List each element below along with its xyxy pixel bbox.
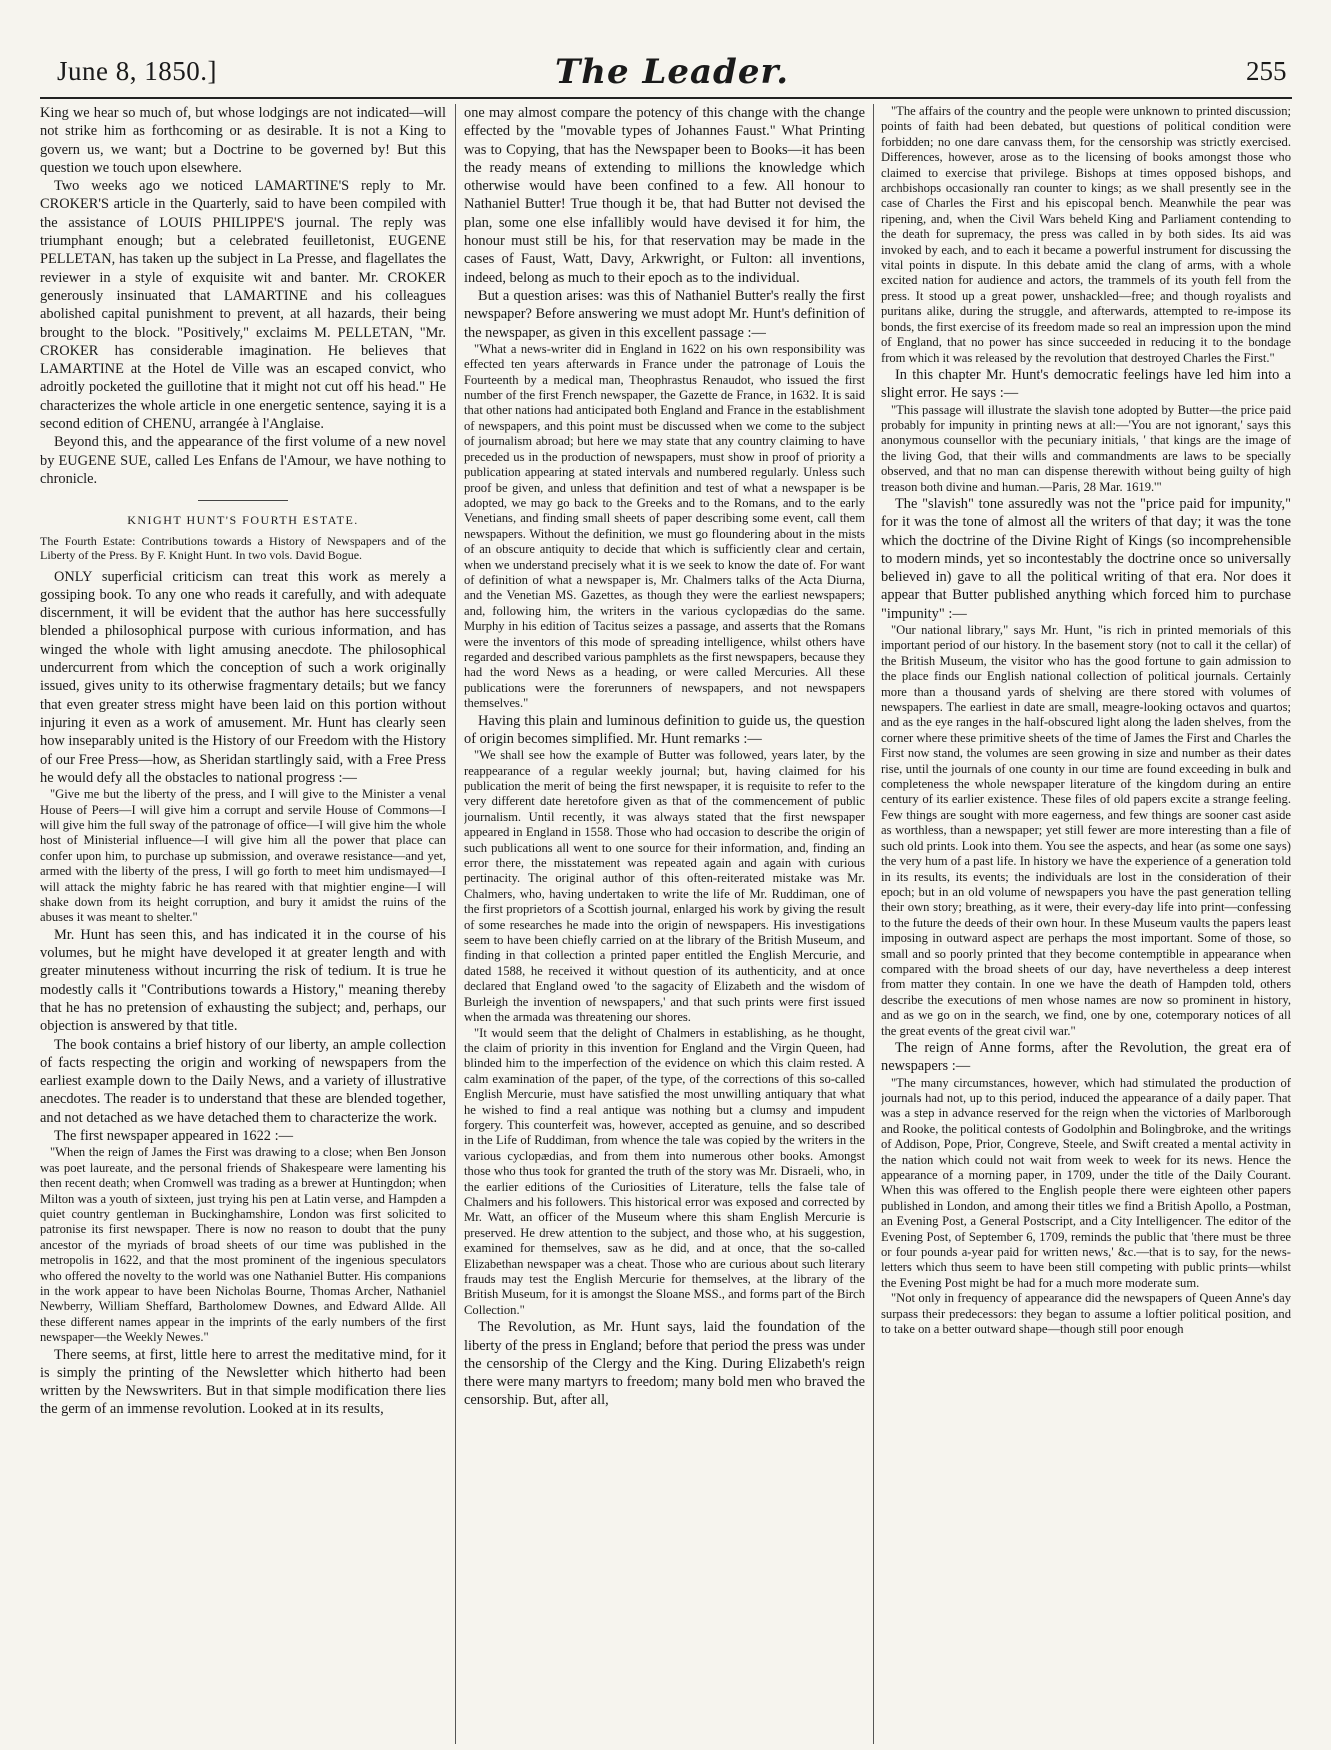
paragraph: There seems, at first, little here to arrest the meditative mind, for it is simply the printing of the Newsletter which hitherto had been written by the Newswriters. But in that simple modification there lies the germ of an immense revolution. Looked at in its results, xyxy=(40,1346,446,1418)
quotation: "When the reign of James the First was drawing to a close; when Ben Jonson was poet laureate, and the personal friends of Shakespeare were lamenting his then recent death; when Cromwell was trading as a brewer at Huntingdon; when Milton was a youth of sixteen, just trying his pen at Latin verse, and Hampden a quiet country gentleman in Buckinghamshire, London was first solicited to patronise its first newspaper. There is now no reason to doubt that the puny ancestor of the myriads of broad sheets of our time was published in the metropolis in 1622, and that the most prominent of the ingenious speculators who offered the novelty to the world was one Nathaniel Butter. His companions in the work appear to have been Nicholas Bourne, Thomas Archer, Nathaniel Newberry, William Sheffard, Bartholomew Downes, and Edward Allde. All these different names appear in the imprints of the early numbers of the first newspaper—the Weekly Newes." xyxy=(40,1145,446,1345)
quotation: "The many circumstances, however, which had stimulated the production of journals had not, up to this period, induced the appearance of a daily paper. That was a step in advance reserved for the reign when the victories of Marlborough and Rooke, the political contests of Godolphin and Bolingbroke, and the writings of Addison, Pope, Prior, Congreve, Steele, and Swift created a mental activity in the nation which could not wait from week to week for its news. Hence the appearance of a morning paper, in 1709, under the title of the Daily Courant. When this was offered to the English people there were eighteen other papers published in London, and among their titles we find a British Apollo, a Postman, an Evening Post, a General Postscript, and a City Intelligencer. The editor of the Evening Post, of September 6, 1709, reminds the public that 'there must be three or four pounds a-year paid for written news,' &c.—that is to say, for the news-letters which thus seem to have been still competing with public prints—whilst the Evening Post might be had for a much more moderate sum. xyxy=(881,1075,1291,1290)
issue-date: June 8, 1850.] xyxy=(57,56,217,86)
paragraph: In this chapter Mr. Hunt's democratic feelings have led him into a slight error. He says :— xyxy=(881,366,1291,402)
paragraph: one may almost compare the potency of this change with the change effected by the "movable types of Johannes Faust." What Printing was to Copying, that has the Newspaper been to Books—it has been the ready means of extending to millions the knowledge which otherwise would have been confined to a few. All honour to Nathaniel Butter! True though it be, that had Butter not devised the plan, some one else infallibly would have devised it for him, the honour must still be his, for that reservation may be made in the cases of Faust, Watt, Davy, Arkwright, or Fulton: all inventions, indeed, belong as much to their epoch as to the individual. xyxy=(464,105,865,286)
column-divider xyxy=(873,104,874,1744)
paragraph: The "slavish" tone assuredly was not the "price paid for impunity," for it was the tone of almost all the writers of that day; it was the tone which the doctrine of the Divine Right of Kings (so incomprehensible to modern minds, yet so incontestably the doctrine once so universally believed in) gave to all the political writing of that era. Nor does it appear that Butter published anything which forced him to purchase "impunity" :— xyxy=(881,495,1291,622)
paragraph: The book contains a brief history of our liberty, an ample collection of facts respecting the origin and working of newspapers from the earliest example down to the Daily News, and a variety of illustrative anecdotes. The reader is to understand that these are blended together, and not detached as we have detached them to characterize the work. xyxy=(40,1036,446,1126)
quotation: "This passage will illustrate the slavish tone adopted by Butter—the price paid probably for impunity in printing news at all:—'You are not ignorant,' says this anonymous counsellor with the pecuniary initials, ' that kings are the image of the living God, that their wills and commandments are laws to be specially observed, and that no man can dispense therewith without being guilty of high treason both divine and human.—Paris, 28 Mar. 1619.'" xyxy=(881,402,1291,494)
column-divider xyxy=(455,104,456,1744)
quotation: "The affairs of the country and the people were unknown to printed discussion; points of faith had been debated, but questions of political condition were forbidden; no one dare canvass them, for the censorship was strictly exercised. Differences, however, arose as to the licensing of books amongst those who claimed to exercise that privilege. Bishops at times opposed bishops, and archbishops occasionally ran counter to kings; as we shall presently see in the case of Charles the First and his episcopal bench. Meanwhile the pear was ripening, and, when the Civil Wars beheld King and Parliament contending to the death for supremacy, the press was called in by both sides. Its aid was invoked by each, and to each it became a powerful instrument for discussing the vital points in dispute. In this debate amid the clang of arms, with a whole excited nation for audience and actors, the trammels of its youth fell from the press. It stood up a great power, unshackled—free; and though royalists and puritans alike, during the struggle, and afterwards, attempted to re-impose its bonds, the first exercise of its freedom made so real an impression upon the mind of England, that no power has since succeeded in reducing it to the bondage from which it was released by the revolution that destroyed Charles the First." xyxy=(881,104,1291,365)
paragraph: The Revolution, as Mr. Hunt says, laid the foundation of the liberty of the press in England; before that period the press was under the censorship of the Clergy and the King. During Elizabeth's reign there were many martyrs to freedom; many bold men who braved the censorship. But, after all, xyxy=(464,1319,865,1409)
paragraph: Having this plain and luminous definition to guide us, the question of origin becomes simplified. Mr. Hunt remarks :— xyxy=(464,712,865,747)
paragraph: The reign of Anne forms, after the Revolution, the great era of newspapers :— xyxy=(881,1039,1291,1075)
paragraph: King we hear so much of, but whose lodgings are not indicated—will not strike him as forthcoming or as desirable. It is not a King to govern us, we want; but a Doctrine to be governed by! But this question we touch upon elsewhere. xyxy=(40,105,446,176)
paragraph: The first newspaper appeared in 1622 :— xyxy=(54,1128,293,1145)
header-rule xyxy=(40,97,1292,99)
quotation: "Give me but the liberty of the press, and I will give to the Minister a venal House of Peers—I will give him a corrupt and servile House of Commons—I will give him the full sway of the patronage of office—I will give him the whole host of Ministerial influence—I will give him all the power that place can confer upon him, to purchase up submission, and overawe resistance—and yet, armed with the liberty of the press, I will go forth to meet him undismayed—I will attack the mighty fabric he has reared with that mightier engine—I will shake down from its height corruption, and bury it amidst the ruins of the abuses it was meant to shelter." xyxy=(40,787,446,925)
quotation: "We shall see how the example of Butter was followed, years later, by the reappearance of a regular weekly journal; but, having claimed for his publication the merit of being the first newspaper, it is requisite to refer to the very different date heretofore given as that of the commencement of public journalism. Until recently, it was always stated that the first newspaper appeared in England in 1558. Those who had occasion to describe the origin of such publications all went to one source for their information, and, finding an error there, the misstatement was repeated again and again with curious pertinacity. The original author of this often-reiterated mistake was Mr. Chalmers, who, having undertaken to write the life of Mr. Ruddiman, one of the first proprietors of a Scottish journal, enlarged his work by giving the result of some researches he made into the origin of newspapers. His investigations seem to have been chiefly carried on at the library of the British Museum, and finding in that collection a printed paper entitled the English Mercurie, and dated 1588, he received it without question of its authenticity, and at once declared that England owed 'to the sagacity of Elizabeth and the wisdom of Burleigh the invention of newspapers,' and that such prints were first issued when the armada was threatening our shores. xyxy=(464,748,865,1025)
quotation: "What a news-writer did in England in 1622 on his own responsibility was effected ten years afterwards in France under the patronage of Louis the Fourteenth by a medical man, Theophrastus Renaudot, who issued the first number of the first French newspaper, the Gazette de France, in 1632. It is said that other nations had anticipated both England and France in the establishment of newspapers, and this point must be discussed when we come to the subject of journalism abroad; but here we may state that any country claiming to have preceded us in the production of newspapers, must show in proof of priority a publication appearing at stated intervals and numbered regularly. Unless such proof be given, and unless that definition and test of what a newspaper is be adopted, we may go back to the Greeks and to the Romans, and to the early Venetians, and finding small sheets of paper describing some event, call them newspapers. Without the definition, we must go floundering about in the mists of an obscure antiquity to decide that which is sufficiently clear and certain, when we understand precisely what it is we seek to know the date of. For want of definition of what a newspaper is, Mr. Chalmers talks of the Acta Diurna, and the Venetian MS. Gazettes, as though they were the earliest newspapers; and, following him, the writers in the various cyclopædias do the same. Murphy in his edition of Tacitus seizes a passage, and asserts that the Romans were the inventors of this mode of spreading intelligence, whilst others have regarded and described various pamphlets as the first newspapers, because they had the word News as a heading, or were called Mercuries. All these publications were the forerunners of newspapers, and not newspapers themselves." xyxy=(464,341,865,711)
page-header xyxy=(0,0,1331,104)
quotation: "It would seem that the delight of Chalmers in establishing, as he thought, the claim of priority in this invention for England and the Virgin Queen, had blinded him to the imperfection of the evidence on which this claim rested. A calm examination of the paper, of the type, of the corrections of this so-called English Mercurie, must have satisfied the most unwilling antiquary that what he wished to find a real antique was nothing but a clumsy and impudent forgery. This counterfeit was, however, accepted as genuine, and so described in the Life of Ruddiman, from whence the tale was copied by the writers in the various cyclopædias, and from them into numerous other books. Amongst those who thus took for granted the truth of the story was Mr. Disraeli, who, in the earlier editions of the Curiosities of Literature, tells the false tale of Chalmers and his followers. This historical error was exposed and corrected by Mr. Watt, an officer of the Museum where this sham English Mercurie is preserved. He drew attention to the subject, and those who, at his suggestion, examined for themselves, saw as he did, and at once, that the so-called Elizabethan newspaper was a cheat. Those who are curious about such literary frauds may test the English Mercurie for themselves, at the library of the British Museum, for it is amongst the Sloane MSS., and forms part of the Birch Collection." xyxy=(464,1025,865,1317)
section-title: KNIGHT HUNT'S FOURTH ESTATE. xyxy=(127,513,359,528)
quotation: "Not only in frequency of appearance did the newspapers of Queen Anne's day surpass their predecessors: they began to assume a loftier political position, and to take on a better outward shape—though still poor enough xyxy=(881,1291,1291,1337)
paragraph: Beyond this, and the appearance of the first volume of a new novel by EUGENE SUE, called Les Enfans de l'Amour, we have nothing to chronicle. xyxy=(40,434,446,487)
masthead-title: The Leader. xyxy=(555,52,790,92)
page-number: 255 xyxy=(1246,56,1287,86)
column-2 xyxy=(464,104,865,1744)
quotation: "Our national library," says Mr. Hunt, "is rich in printed memorials of this important period of our history. In the basement story (not to call it the cellar) of the British Museum, the visitor who has the good fortune to gain admission to the place finds our English national collection of political journals. Certainly more than a thousand yards of shelving are there stored with volumes of newspapers. The earliest in date are small, meagre-looking octavos and quartos; and as the eye ranges in the half-obscured light along the laden shelves, from the corner where these primitive sheets of the time of James the First and Charles the First now stand, the volumes are seen growing in size and number as their dates rise, until the journals of one county in our time are found exceeding in bulk and completeness the whole newspaper literature of the kingdom during an entire century of its earlier existence. These files of old papers excite a strange feeling. Few things are sought with more eagerness, and few things are sooner cast aside as worthless, than a newspaper; yet still fewer are more interesting than a file of such old prints. Look into them. You see the aspects, and hear (as some one says) the very hum of a past life. In history we have the experience of a generation told in its results, its events; the individuals are lost in the consideration of their epoch; but in an old volume of newspapers you have the past generation telling their own story; breathing, as it were, their every-day life into print—confessing to the future the deeds of their own hour. In these Museum vaults the papers least imposing in outward aspect are perhaps the most important. Some of those, so small and so poorly printed that they become contemptible in appearance when compared with the broad sheets of our day, have nevertheless a deep interest from matter they contain. In one we have the death of Hampden told, others describe the executions of men whose names are now so prominent in history, and as we go on in the search, we find, one by one, cotemporary notices of all the great events of the great civil war." xyxy=(881,623,1291,1038)
paragraph: Two weeks ago we noticed LAMARTINE'S reply to Mr. CROKER'S article in the Quarterly, said to have been compiled with the assistance of LOUIS PHILIPPE'S journal. The reply was triumphant enough; but a celebrated feuilletonist, EUGENE PELLETAN, has taken up the subject in La Presse, and flagellates the reviewer in a style of exquisite wit and banter. Mr. CROKER generously insinuated that LAMARTINE and his colleagues abolished capital punishment to prevent, at all hazards, their being brought to the block. "Positively," exclaims M. PELLETAN, "Mr. CROKER has considerable imagination. He believes that LAMARTINE at the Hotel de Ville was an escaped convict, who adroitly pocketed the guillotine that it might not cut off his head." He characterizes the whole article in one energetic sentence, saying it is a second edition of CHENU, arrangée à l'Anglaise. xyxy=(40,178,446,433)
paragraph: But a question arises: was this of Nathaniel Butter's really the first newspaper? Before answering we must adopt Mr. Hunt's definition of the newspaper, as given in this excellent passage :— xyxy=(464,287,865,341)
bibliographic-note: The Fourth Estate: Contributions towards a History of Newspapers and of the Liberty of the Press. By F. Knight Hunt. In two vols. David Bogue. xyxy=(40,533,446,562)
section-divider xyxy=(198,500,288,501)
paragraph: ONLY superficial criticism can treat this work as merely a gossiping book. To any one who reads it carefully, and with adequate discernment, it will be evident that the author has here successfully blended a philosophical purpose with curious information, and has winged the whole with light amusing anecdote. The philosophical undercurrent from which the conception of such a work originally issued, gives unity to its otherwise fragmentary details; but we fancy that even greater stress might have been laid on this portion without injuring it even as a work of amusement. Mr. Hunt has clearly seen how inseparably united is the History of our Freedom with the History of our Free Press—how, as Sheridan startlingly said, with a Free Press he would defy all the obstacles to national progress :— xyxy=(40,568,446,786)
column-1 xyxy=(40,104,446,1744)
paragraph: Mr. Hunt has seen this, and has indicated it in the course of his volumes, but he might have developed it at greater length and with greater minuteness without incurring the risk of tedium. It is true he modestly calls it "Contributions towards a History," meaning thereby that he has no pretension of exhausting the subject; and, perhaps, our objection is answered by that title. xyxy=(40,926,446,1035)
column-3 xyxy=(881,104,1291,1744)
